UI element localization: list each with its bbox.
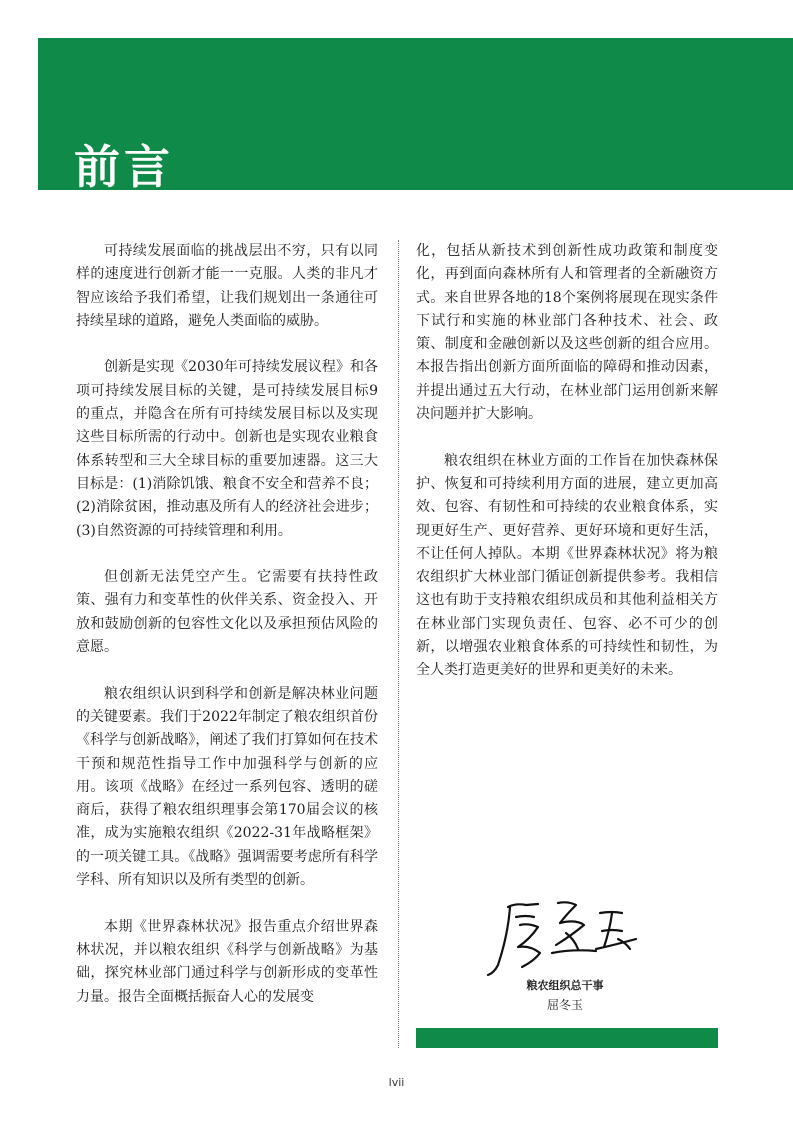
page-number: lvii bbox=[388, 1076, 405, 1089]
handwritten-signature bbox=[480, 895, 650, 980]
paragraph: 粮农组织在林业方面的工作旨在加快森林保护、恢复和可持续利用方面的进展，建立更加高效、包容、有韧性和可持续的农业粮食体系，实现更好生产、更好营养、更好环境和更好生活，不让任何人掉队。本期《世界森林状况》将为粮农组织扩大林业部门循证创新提供参考。我相信这也有助于支持粮农组织成员和其他利益相关方在林业部门实现负责任、包容、必不可少的创新，以增强农业粮食体系的可持续性和韧性，为全人类打造更美好的世界和更美好的未来。 bbox=[416, 452, 718, 679]
right-column bbox=[416, 240, 718, 706]
paragraph: 但创新无法凭空产生。它需要有扶持性政策、强有力和变革性的伙伴关系、资金投入、开放和鼓励创新的包容性文化以及承担预估风险的意愿。 bbox=[76, 569, 378, 656]
page-title: 前言 bbox=[74, 140, 174, 194]
signature-role: 粮农组织总干事 bbox=[526, 979, 604, 992]
paragraph-continuation: 化，包括从新技术到创新性成功政策和制度变化，再到面向森林所有人和管理者的全新融资方式。来自世界各地的18个案例将展现在现实条件下试行和实施的林业部门各种技术、社会、政策、制度和金融创新以及这些创新的组合应用。本报告指出创新方面所面临的障碍和推动因素，并提出通过五大行动，在林业部门运用创新来解决问题并扩大影响。 bbox=[416, 243, 718, 423]
signature-green-bar bbox=[416, 1028, 718, 1048]
signature-name: 屈冬玉 bbox=[546, 998, 583, 1012]
column-divider bbox=[398, 240, 399, 1048]
header-banner bbox=[38, 38, 793, 194]
paragraph: 本期《世界森林状况》报告重点介绍世界森林状况，并以粮农组织《科学与创新战略》为基础，探究林业部门通过科学与创新形成的变革性力量。报告全面概括振奋人心的发展变 bbox=[76, 918, 378, 1005]
paragraph: 可持续发展面临的挑战层出不穷，只有以同样的速度进行创新才能一一克服。人类的非凡才智应该给予我们希望，让我们规划出一条通往可持续星球的道路，避免人类面临的威胁。 bbox=[76, 243, 378, 329]
signature-block bbox=[480, 895, 660, 1015]
paragraph: 创新是实现《2030年可持续发展议程》和各项可持续发展目标的关键，是可持续发展目标9的重点，并隐含在所有可持续发展目标以及实现这些目标所需的行动中。创新也是实现农业粮食体系转型和三大全球目标的重要加速器。这三大目标是：(1)消除饥饿、粮食不安全和营养不良；(2)消除贫困，推动惠及所有人的经济社会进步；(3)自然资源的可持续管理和利用。 bbox=[76, 359, 378, 539]
paragraph: 粮农组织认识到科学和创新是解决林业问题的关键要素。我们于2022年制定了粮农组织首份《科学与创新战略》，阐述了我们打算如何在技术干预和规范性指导工作中加强科学与创新的应用。该项《战略》在经过一系列包容、透明的磋商后，获得了粮农组织理事会第170届会议的核准，成为实施粮农组织《2022-31年战略框架》的一项关键工具。《战略》强调需要考虑所有科学学科、所有知识以及所有类型的创新。 bbox=[76, 685, 378, 889]
left-column bbox=[76, 240, 378, 1032]
